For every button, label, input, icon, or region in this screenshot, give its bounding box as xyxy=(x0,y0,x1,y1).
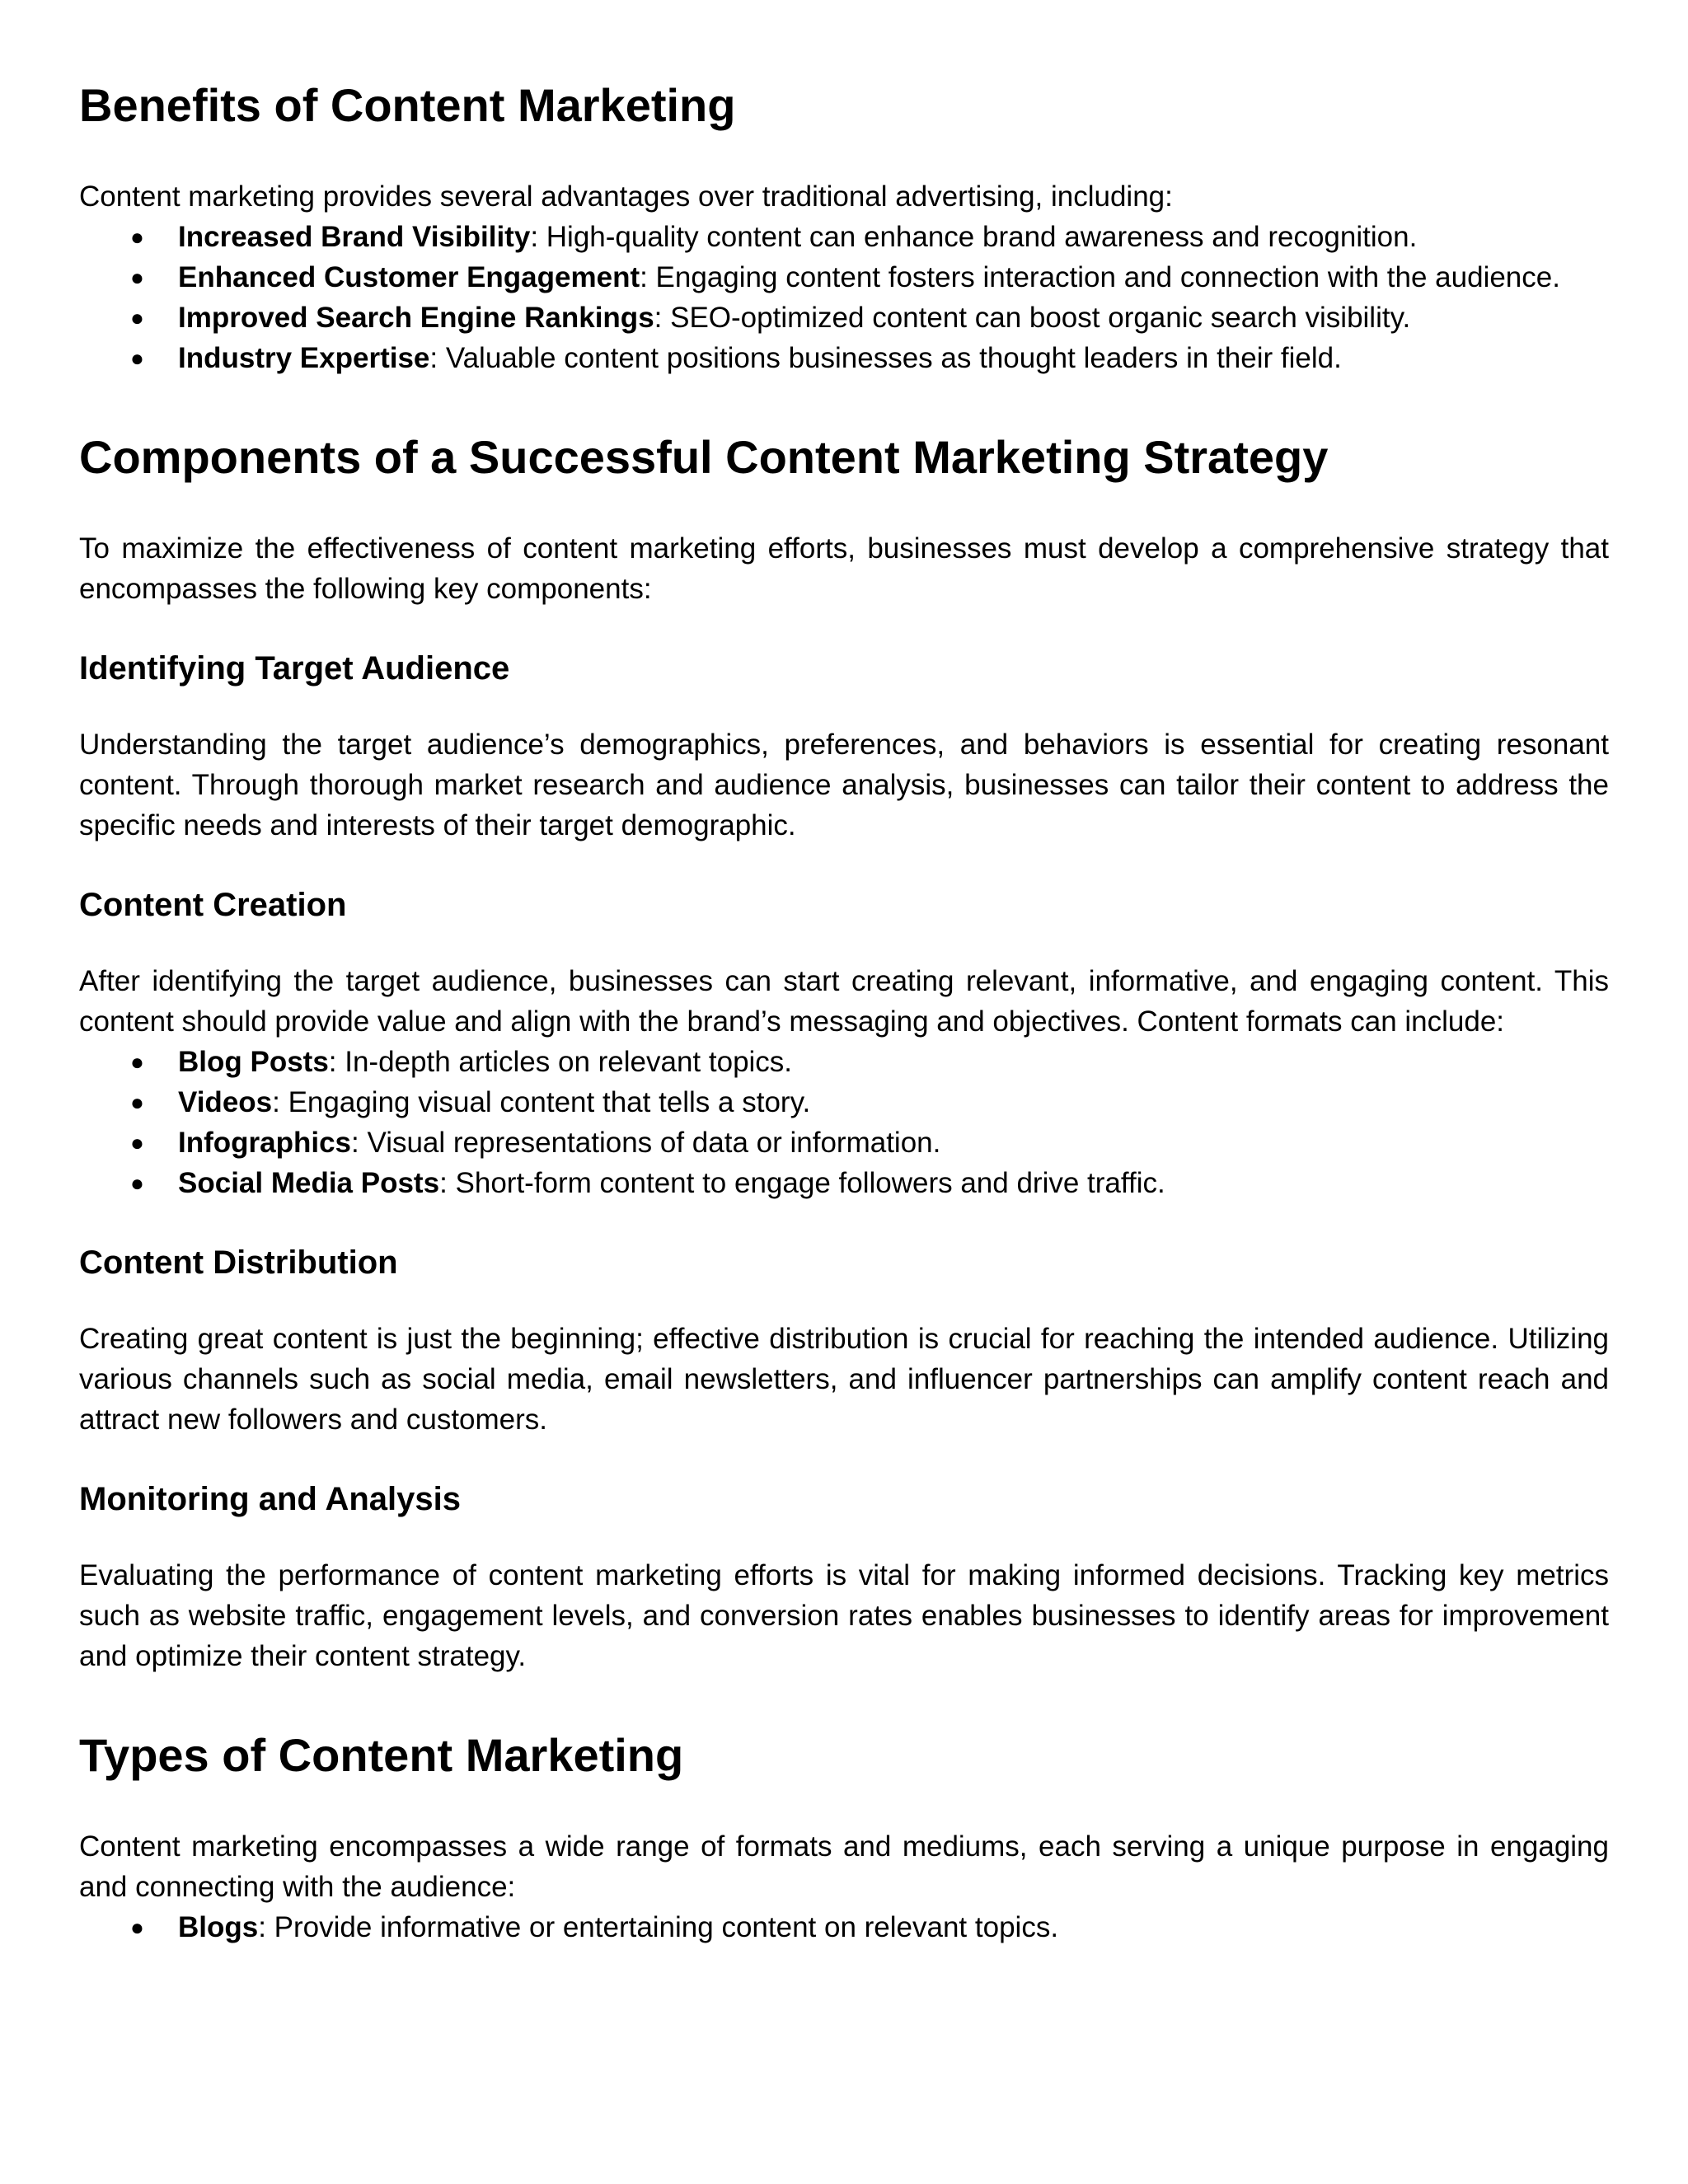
bullet-icon: ● xyxy=(130,265,144,290)
bullet-icon: ● xyxy=(130,1090,144,1115)
list-item xyxy=(79,257,1609,298)
item-term: Industry Expertise xyxy=(178,342,430,374)
item-term: Enhanced Customer Engagement xyxy=(178,261,640,293)
types-intro: Content marketing encompasses a wide range of formats and mediums, each serving a unique purpose in engaging and connecting with the audience: xyxy=(79,1830,1609,1903)
item-desc: : Provide informative or entertaining content on relevant topics. xyxy=(258,1911,1059,1943)
content-formats-list xyxy=(79,1042,1609,1203)
item-desc: : Engaging visual content that tells a story. xyxy=(272,1086,811,1118)
item-desc: : Engaging content fosters interaction and connection with the audience. xyxy=(640,261,1560,293)
item-desc: : High-quality content can enhance brand awareness and recognition. xyxy=(530,221,1418,253)
bullet-icon: ● xyxy=(130,224,144,250)
subheading-target-audience: Identifying Target Audience xyxy=(79,650,510,687)
list-item xyxy=(79,1122,1609,1163)
benefits-intro: Content marketing provides several advantages over traditional advertising, including: xyxy=(79,180,1173,213)
item-term: Social Media Posts xyxy=(178,1167,440,1199)
list-item xyxy=(79,338,1609,378)
item-desc: : Short-form content to engage followers and drive traffic. xyxy=(439,1167,1165,1199)
list-item xyxy=(79,298,1609,338)
heading-components: Components of a Successful Content Marketing Strategy xyxy=(79,431,1329,483)
bullet-icon: ● xyxy=(130,1130,144,1155)
target-audience-body: Understanding the target audience’s demographics, preferences, and behaviors is essential for creating resonant content. Through thorough market research and audience analysis, businesses can tailor their content to address the specific needs and interests of their target demographic. xyxy=(79,729,1609,841)
content-distribution-body: Creating great content is just the beginning; effective distribution is crucial for reaching the intended audience. Utilizing various channels such as social media, email newsletters, and influencer partnerships can amplify content reach and attract new followers and customers. xyxy=(79,1323,1609,1436)
list-item xyxy=(79,1082,1609,1122)
bullet-icon: ● xyxy=(130,1170,144,1196)
item-desc: : In-depth articles on relevant topics. xyxy=(328,1046,793,1078)
item-term: Blog Posts xyxy=(178,1046,329,1078)
heading-benefits: Benefits of Content Marketing xyxy=(79,79,736,131)
bullet-icon: ● xyxy=(130,1049,144,1075)
bullet-icon: ● xyxy=(130,345,144,371)
item-term: Infographics xyxy=(178,1127,352,1159)
subheading-content-creation: Content Creation xyxy=(79,887,347,923)
item-term: Increased Brand Visibility xyxy=(178,221,531,253)
monitoring-body: Evaluating the performance of content marketing efforts is vital for making informed decisions. Tracking key metrics such as website traffic, engagement levels, and conversion rates enables businesses to identify areas for improvement and optimize their content strategy. xyxy=(79,1559,1609,1672)
subheading-monitoring: Monitoring and Analysis xyxy=(79,1481,461,1517)
subheading-content-distribution: Content Distribution xyxy=(79,1244,398,1281)
document-page xyxy=(79,76,1609,1947)
benefits-list xyxy=(79,217,1609,378)
item-desc: : Visual representations of data or information. xyxy=(351,1127,941,1159)
content-creation-body: After identifying the target audience, businesses can start creating relevant, informative, and engaging content. This content should provide value and align with the brand’s messaging and objectives. Content formats can include: xyxy=(79,965,1609,1038)
components-intro: To maximize the effectiveness of content marketing efforts, businesses must develop a comprehensive strategy that encompasses the following key components: xyxy=(79,532,1609,605)
bullet-icon: ● xyxy=(130,1915,144,1940)
types-list xyxy=(79,1907,1609,1947)
item-desc: : SEO-optimized content can boost organic search visibility. xyxy=(654,302,1411,334)
list-item xyxy=(79,1907,1609,1947)
list-item xyxy=(79,1163,1609,1203)
item-term: Videos xyxy=(178,1086,273,1118)
list-item xyxy=(79,1042,1609,1082)
list-item xyxy=(79,217,1609,257)
item-term: Blogs xyxy=(178,1911,259,1943)
heading-types: Types of Content Marketing xyxy=(79,1729,684,1781)
item-term: Improved Search Engine Rankings xyxy=(178,302,654,334)
item-desc: : Valuable content positions businesses as thought leaders in their field. xyxy=(429,342,1342,374)
bullet-icon: ● xyxy=(130,305,144,330)
